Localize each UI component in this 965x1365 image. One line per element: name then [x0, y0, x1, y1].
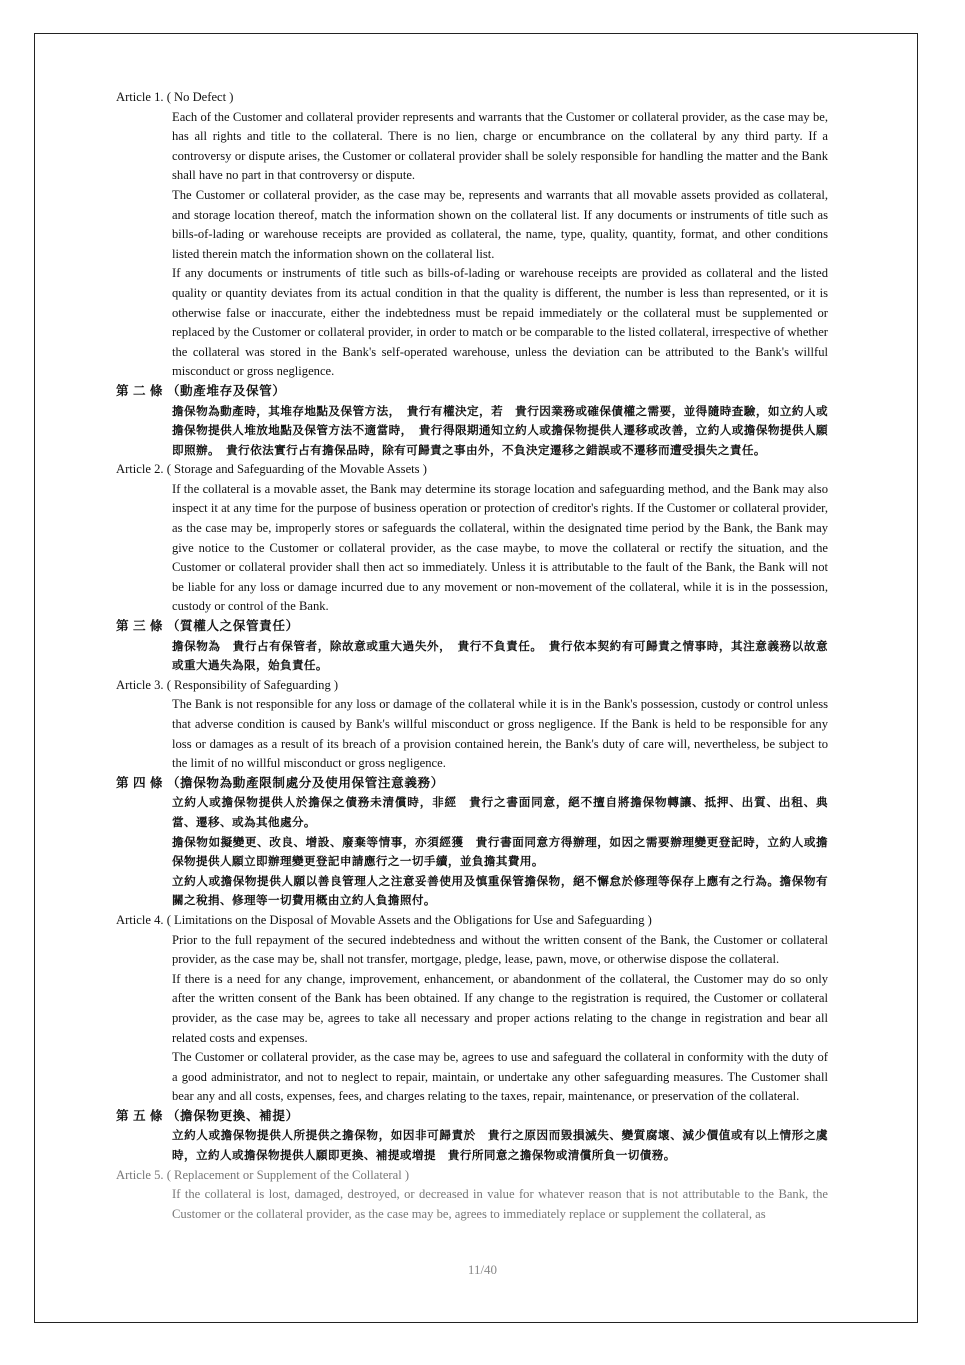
article-2-zh-paragraph-1: 擔保物為動產時，其堆存地點及保管方法， 貴行有權決定，若 貴行因業務或確保債權之需要，並得隨時查驗，如立約人或擔保物提供人堆放地點及保管方法不適當時， 貴行得限期通知立約人或擔保物提供人遷移或改善，立約人或擔保物提供人願即照辦。 貴行依法實行占有擔保品時，除有可歸責之事由外，不負決定遷移之錯誤或不遷移而遭受損失之責任。 [172, 404, 828, 457]
article-5-paragraph-1: If the collateral is lost, damaged, destroyed, or decreased in value for whatever reason that is not attributable to the Bank, the Customer or the collateral provider, as the case may be, agrees to immediately replace or supplement the collateral, as [172, 1187, 828, 1221]
article-2-zh-heading: 第 二 條 （動產堆存及保管） [116, 383, 286, 398]
article-4-paragraph-3: The Customer or collateral provider, as the case may be, agrees to use and safeguard the collateral in conformity with the duty of a good administrator, and not to neglect to repair, maintain, or undertake any other safeguarding measures. The Customer shall bear any and all costs, expenses, fees, and charges relating to the taxes, repair, maintenance, or preservation of the collateral. [172, 1050, 828, 1104]
article-5-heading: Article 5. ( Replacement or Supplement of the Collateral ) [116, 1167, 410, 1182]
page-number: 11/40 [467, 1262, 498, 1277]
article-2-heading: Article 2. ( Storage and Safeguarding of the Movable Assets ) [116, 462, 427, 477]
article-4-paragraph-2: If there is a need for any change, improvement, enhancement, or abandonment of the collateral, the Customer may do so only after the written consent of the Bank has been obtained. If any change to the registration is required, the Customer or collateral provider, as the case may be, agrees to take all necessary and proper actions relating to the change in registration and bear all related costs and expenses. [172, 971, 828, 1045]
article-3-zh-heading: 第 三 條 （質權人之保管責任） [116, 619, 299, 634]
article-3-paragraph-1: The Bank is not responsible for any loss or damage of the collateral while it is in the Bank's possession, custody or control unless that adverse condition is caused by Bank's willful misconduct or gross negligence. If the Bank is held to be responsible for any loss or damages as a result of its breach of a provision contained herein, the Bank's duty of care will, nevertheless, be subject to the limit of no willful misconduct or gross negligence. [172, 697, 828, 771]
article-1-paragraph-2: The Customer or collateral provider, as the case may be, represents and warrants that all movable assets provided as collateral, and storage location thereof, match the information shown on the collateral list. If any documents or instruments of title such as bills-of-lading or warehouse receipts are provided as collateral, the name, type, quality, quantity, format, and other conditions listed therein match the information shown on the collateral list. [172, 187, 828, 261]
article-4-paragraph-1: Prior to the full repayment of the secured indebtedness and without the written consent of the Bank, the Customer or collateral provider, as the case may be, shall not transfer, mortgage, pledge, lease, pawn, move, or otherwise dispose the collateral. [172, 932, 828, 967]
article-4-zh-paragraph-1: 立約人或擔保物提供人於擔保之債務未清償時，非經 貴行之書面同意，絕不擅自將擔保物轉讓、抵押、出質、出租、典當、遷移、或為其他處分。 [172, 796, 828, 829]
article-3-heading: Article 3. ( Responsibility of Safeguarding ) [116, 677, 339, 692]
article-4-zh-paragraph-2: 擔保物如擬變更、改良、增設、廢棄等情事，亦須經獲 貴行書面同意方得辦理，如因之需要辦理變更登記時，立約人或擔保物提供人願立即辦理變更登記申請應行之一切手續，並負擔其費用。 [172, 835, 828, 869]
article-3-zh-paragraph-1: 擔保物為 貴行占有保管者，除故意或重大過失外， 貴行不負責任。 貴行依本契約有可歸責之情事時，其注意義務以故意或重大過失為限，始負責任。 [172, 639, 828, 673]
article-4-zh-heading: 第 四 條 （擔保物為動產限制處分及使用保管注意義務） [116, 775, 444, 790]
article-4-heading: Article 4. ( Limitations on the Disposal of Movable Assets and the Obligations for Use and Safeguarding ) [116, 912, 652, 927]
article-1-paragraph-3: If any documents or instruments of title such as bills-of-lading or warehouse receipts are provided as collateral and the listed quality or quantity deviates from its actual condition in that the quality is different, the number is less than represented, or it is otherwise false or inaccurate, either the indebtedness must be repaid immediately or the collateral must be supplemented or replaced by the Customer or collateral provider, in order to match or be comparable to the listed collateral, irrespective of whether the collateral was stored in the Bank's self-operated warehouse, unless the deviation can be attributed to the Bank's willful misconduct or gross negligence. [172, 266, 828, 379]
article-5-zh-heading: 第 五 條 （擔保物更換、補提） [116, 1108, 299, 1123]
article-2-paragraph-1: If the collateral is a movable asset, the Bank may determine its storage location and safeguarding method, and the Bank may also inspect it at any time for the purpose of business operation or protection of creditor's rights. If the Customer or collateral provider, as the case may be, improperly stores or safeguards the collateral, within the designated time period by the Bank, the Bank may give notice to the Customer or collateral provider, as the case maybe, to move the collateral or rectify the situation, and the Customer or collateral provider shall then act so immediately. Unless it is attributable to the fault of the Bank, the Bank will not be liable for any loss or damage incurred due to any movement or non-movement of the collateral, while it is in the possession, custody or control of the Bank. [172, 481, 828, 614]
document-body [116, 88, 828, 1224]
article-1-heading: Article 1. ( No Defect ) [116, 90, 234, 104]
article-1-paragraph-1: Each of the Customer and collateral provider represents and warrants that the Customer or collateral provider, as the case may be, has all rights and title to the collateral. There is no lien, charge or encumbrance on the collateral by any third party. If a controversy or dispute arises, the Customer or collateral provider shall be solely responsible for handling the matter and the Bank shall have no part in that controversy or dispute. [172, 109, 828, 183]
article-4-zh-paragraph-3: 立約人或擔保物提供人願以善良管理人之注意妥善使用及慎重保管擔保物，絕不懈怠於修理等保存上應有之行為。擔保物有關之稅捐、修理等一切費用概由立約人負擔照付。 [172, 874, 828, 908]
article-5-zh-paragraph-1: 立約人或擔保物提供人所提供之擔保物，如因非可歸責於 貴行之原因而毀損滅失、變質腐壞、減少價值或有以上情形之虞時，立約人或擔保物提供人願即更換、補提或増提 貴行所同意之擔保物或清償所負一切債務。 [172, 1129, 828, 1163]
